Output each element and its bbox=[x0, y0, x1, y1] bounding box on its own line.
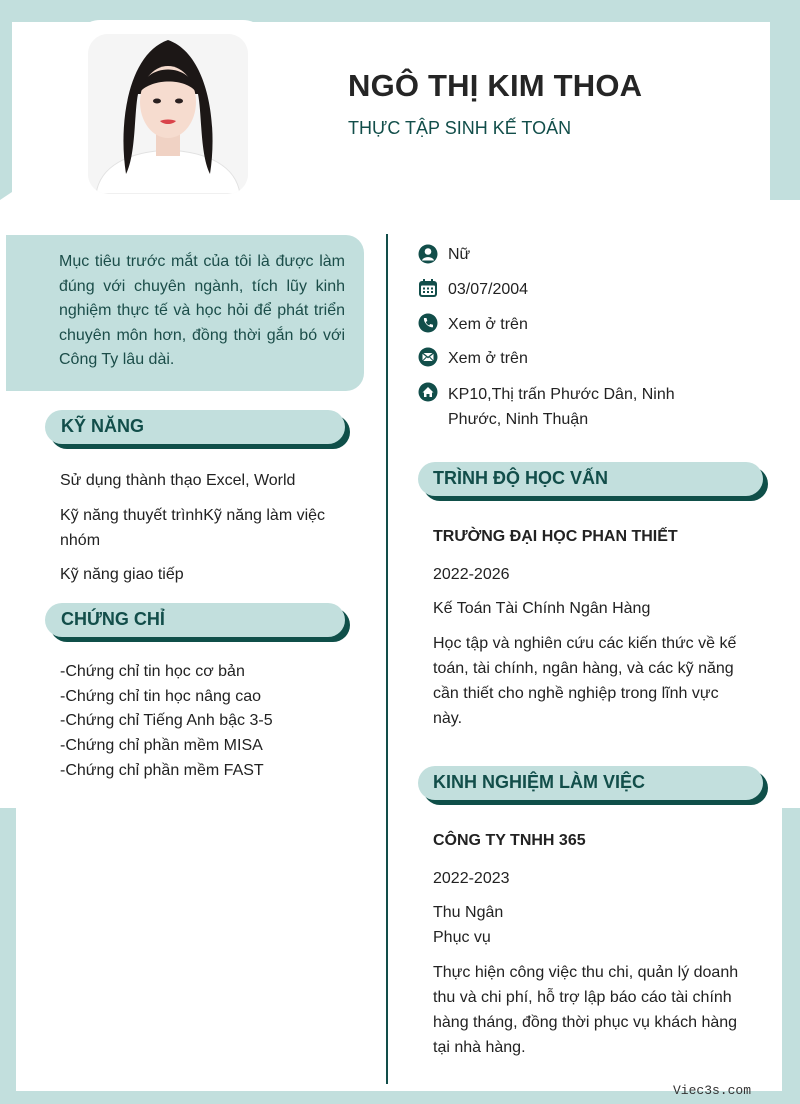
certificate-item: -Chứng chỉ Tiếng Anh bậc 3-5 bbox=[60, 712, 273, 729]
phone-icon bbox=[418, 313, 438, 333]
footer-watermark: Viec3s.com bbox=[673, 1083, 752, 1098]
email-icon bbox=[418, 347, 438, 367]
certificates-title: CHỨNG CHỈ bbox=[61, 609, 165, 629]
header-corner bbox=[0, 150, 75, 200]
skill-item: Kỹ năng giao tiếp bbox=[60, 566, 184, 583]
education-title: TRÌNH ĐỘ HỌC VẤN bbox=[433, 468, 608, 488]
candidate-role: THỰC TẬP SINH KẾ TOÁN bbox=[348, 118, 572, 138]
education-description: Học tập và nghiên cứu các kiến thức về kế toán, tài chính, ngân hàng, và các kỹ năng cần thiết cho nghề nghiệp trong lĩnh vực này. bbox=[433, 635, 737, 727]
profile-photo bbox=[88, 34, 248, 194]
skill-item: Kỹ năng thuyết trìnhKỹ năng làm việc nhóm bbox=[60, 507, 326, 549]
certificate-item: -Chứng chỉ phần mềm MISA bbox=[60, 737, 263, 754]
certificate-item: -Chứng chỉ tin học nâng cao bbox=[60, 688, 262, 705]
objective-text: Mục tiêu trước mắt của tôi là được làm đúng với chuyên ngành, tích lũy kinh nghiệm thực tế và học hỏi để phát triển chuyên môn hơn, đồng thời gắn bó với Công Ty lâu dài. bbox=[59, 253, 345, 369]
birthday-value: 03/07/2004 bbox=[448, 281, 529, 298]
experience-position: Thu Ngân bbox=[433, 904, 504, 921]
experience-company: CÔNG TY TNHH 365 bbox=[433, 832, 586, 849]
address-value: KP10,Thị trấn Phước Dân, Ninh Phước, Ninh Thuận bbox=[448, 386, 675, 428]
experience-position: Phục vụ bbox=[433, 929, 491, 946]
home-icon bbox=[418, 382, 438, 402]
education-period: 2022-2026 bbox=[433, 566, 510, 583]
email-value: Xem ở trên bbox=[448, 350, 528, 367]
education-major: Kế Toán Tài Chính Ngân Hàng bbox=[433, 600, 651, 617]
column-divider bbox=[386, 234, 388, 1084]
experience-description: Thực hiện công việc thu chi, quản lý doanh thu và chi phí, hỗ trợ lập báo cáo tài chính hàng tháng, đồng thời phục vụ khách hàng tại nhà hàng. bbox=[433, 964, 739, 1056]
gender-value: Nữ bbox=[448, 246, 471, 263]
education-school: TRƯỜNG ĐẠI HỌC PHAN THIẾT bbox=[433, 528, 678, 545]
certificate-item: -Chứng chỉ phần mềm FAST bbox=[60, 762, 264, 779]
phone-value: Xem ở trên bbox=[448, 316, 528, 333]
candidate-name: NGÔ THỊ KIM THOA bbox=[348, 68, 643, 103]
user-icon bbox=[418, 244, 438, 264]
experience-title: KINH NGHIỆM LÀM VIỆC bbox=[433, 772, 646, 792]
skills-title: KỸ NĂNG bbox=[61, 416, 145, 436]
certificate-item: -Chứng chỉ tin học cơ bản bbox=[60, 663, 245, 680]
skill-item: Sử dụng thành thạo Excel, World bbox=[60, 472, 296, 489]
experience-period: 2022-2023 bbox=[433, 870, 510, 887]
calendar-icon bbox=[418, 278, 438, 298]
